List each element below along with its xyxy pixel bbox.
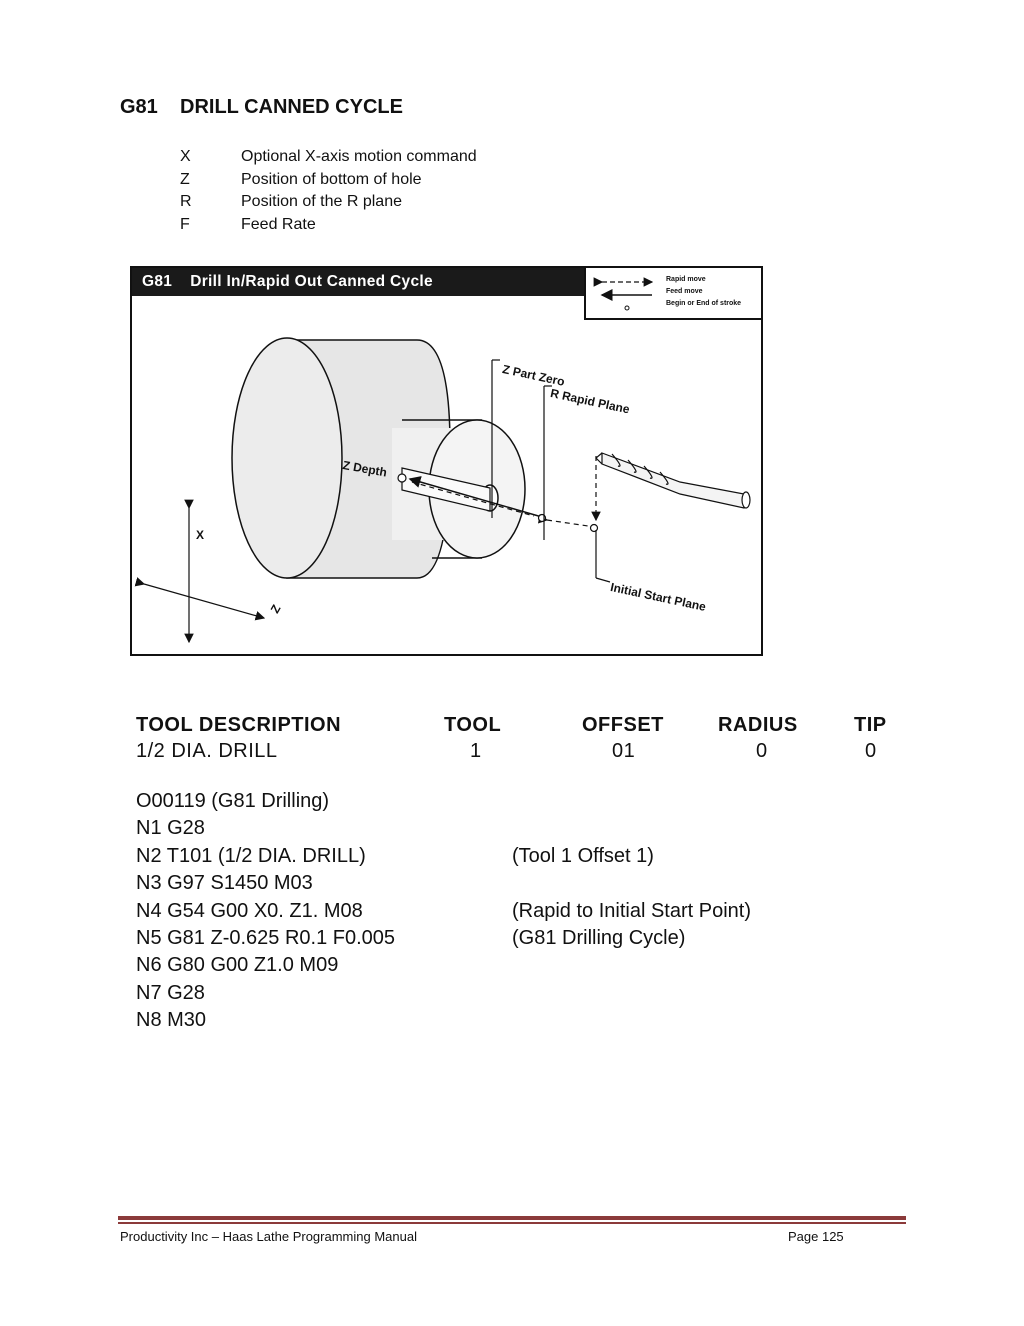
cell-tip: 0	[865, 740, 877, 762]
param-row	[180, 193, 477, 216]
footer-manual-title: Productivity Inc – Haas Lathe Programming Manual	[120, 1229, 417, 1244]
footer-rule	[118, 1216, 906, 1220]
program-line	[136, 982, 896, 1009]
cell-radius: 0	[756, 740, 768, 762]
label-z-part-zero: Z Part Zero	[501, 362, 566, 389]
label-z-depth: Z Depth	[341, 458, 388, 480]
param-desc: Optional X-axis motion command	[241, 148, 477, 165]
figure-title: Drill In/Rapid Out Canned Cycle	[190, 273, 433, 290]
label-initial-start-plane: Initial Start Plane	[609, 580, 708, 614]
param-letter: Z	[180, 170, 190, 188]
footer-rule-thin	[118, 1222, 906, 1224]
program-code: N7 G28	[136, 981, 205, 1004]
figure-code: G81	[142, 273, 173, 290]
heading-code: G81	[120, 96, 158, 118]
program-code: N5 G81 Z-0.625 R0.1 F0.005	[136, 926, 396, 949]
header-tool: TOOL	[444, 714, 502, 736]
tool-table-row	[136, 740, 896, 766]
figure-legend	[584, 268, 763, 320]
program-listing	[136, 790, 896, 1037]
section-heading	[120, 96, 403, 119]
param-desc: Position of bottom of hole	[241, 170, 422, 188]
program-line	[136, 1009, 896, 1036]
drill-cycle-figure	[130, 266, 763, 656]
legend-feed: Feed move	[666, 288, 703, 295]
param-row	[180, 216, 477, 239]
label-x-axis: X	[196, 528, 205, 542]
param-letter: R	[180, 193, 192, 211]
program-line	[136, 817, 896, 844]
cell-tool-description: 1/2 DIA. DRILL	[136, 740, 278, 762]
program-code: N1 G28	[136, 817, 205, 840]
drill-bit	[596, 453, 750, 508]
footer-page-number: Page 125	[788, 1229, 844, 1244]
tool-table	[136, 714, 896, 766]
program-comment: (Tool 1 Offset 1)	[512, 844, 654, 867]
program-code: N2 T101 (1/2 DIA. DRILL)	[136, 844, 366, 867]
program-comment: (G81 Drilling Cycle)	[512, 926, 686, 949]
param-desc: Feed Rate	[241, 215, 316, 233]
program-line	[136, 872, 896, 899]
tool-table-header	[136, 714, 896, 740]
program-comment: (Rapid to Initial Start Point)	[512, 899, 751, 922]
cell-offset: 01	[612, 740, 636, 762]
param-letter: F	[180, 215, 190, 233]
parameter-list	[180, 148, 477, 238]
program-code: N4 G54 G00 X0. Z1. M08	[136, 899, 363, 922]
label-z-axis: Z	[267, 602, 284, 616]
program-line	[136, 845, 896, 872]
program-line	[136, 954, 896, 981]
program-code: N6 G80 G00 Z1.0 M09	[136, 954, 339, 977]
param-row	[180, 171, 477, 194]
figure-title-bar	[132, 268, 584, 296]
legend-rapid: Rapid move	[666, 276, 706, 283]
program-code: N3 G97 S1450 M03	[136, 872, 313, 895]
program-code: N8 M30	[136, 1009, 207, 1032]
header-tool-description: TOOL DESCRIPTION	[136, 714, 342, 736]
label-r-rapid-plane: R Rapid Plane	[549, 386, 631, 417]
program-code: O00119 (G81 Drilling)	[136, 790, 330, 812]
param-letter: X	[180, 148, 191, 165]
program-line	[136, 900, 896, 927]
header-tip: TIP	[854, 714, 887, 736]
param-row	[180, 148, 477, 171]
program-line	[136, 927, 896, 954]
heading-title: DRILL CANNED CYCLE	[180, 96, 403, 118]
program-line	[136, 790, 896, 817]
header-offset: OFFSET	[582, 714, 664, 736]
cell-tool: 1	[470, 740, 482, 762]
legend-stroke: Begin or End of stroke	[666, 300, 742, 307]
header-radius: RADIUS	[718, 714, 798, 736]
param-desc: Position of the R plane	[241, 193, 402, 211]
